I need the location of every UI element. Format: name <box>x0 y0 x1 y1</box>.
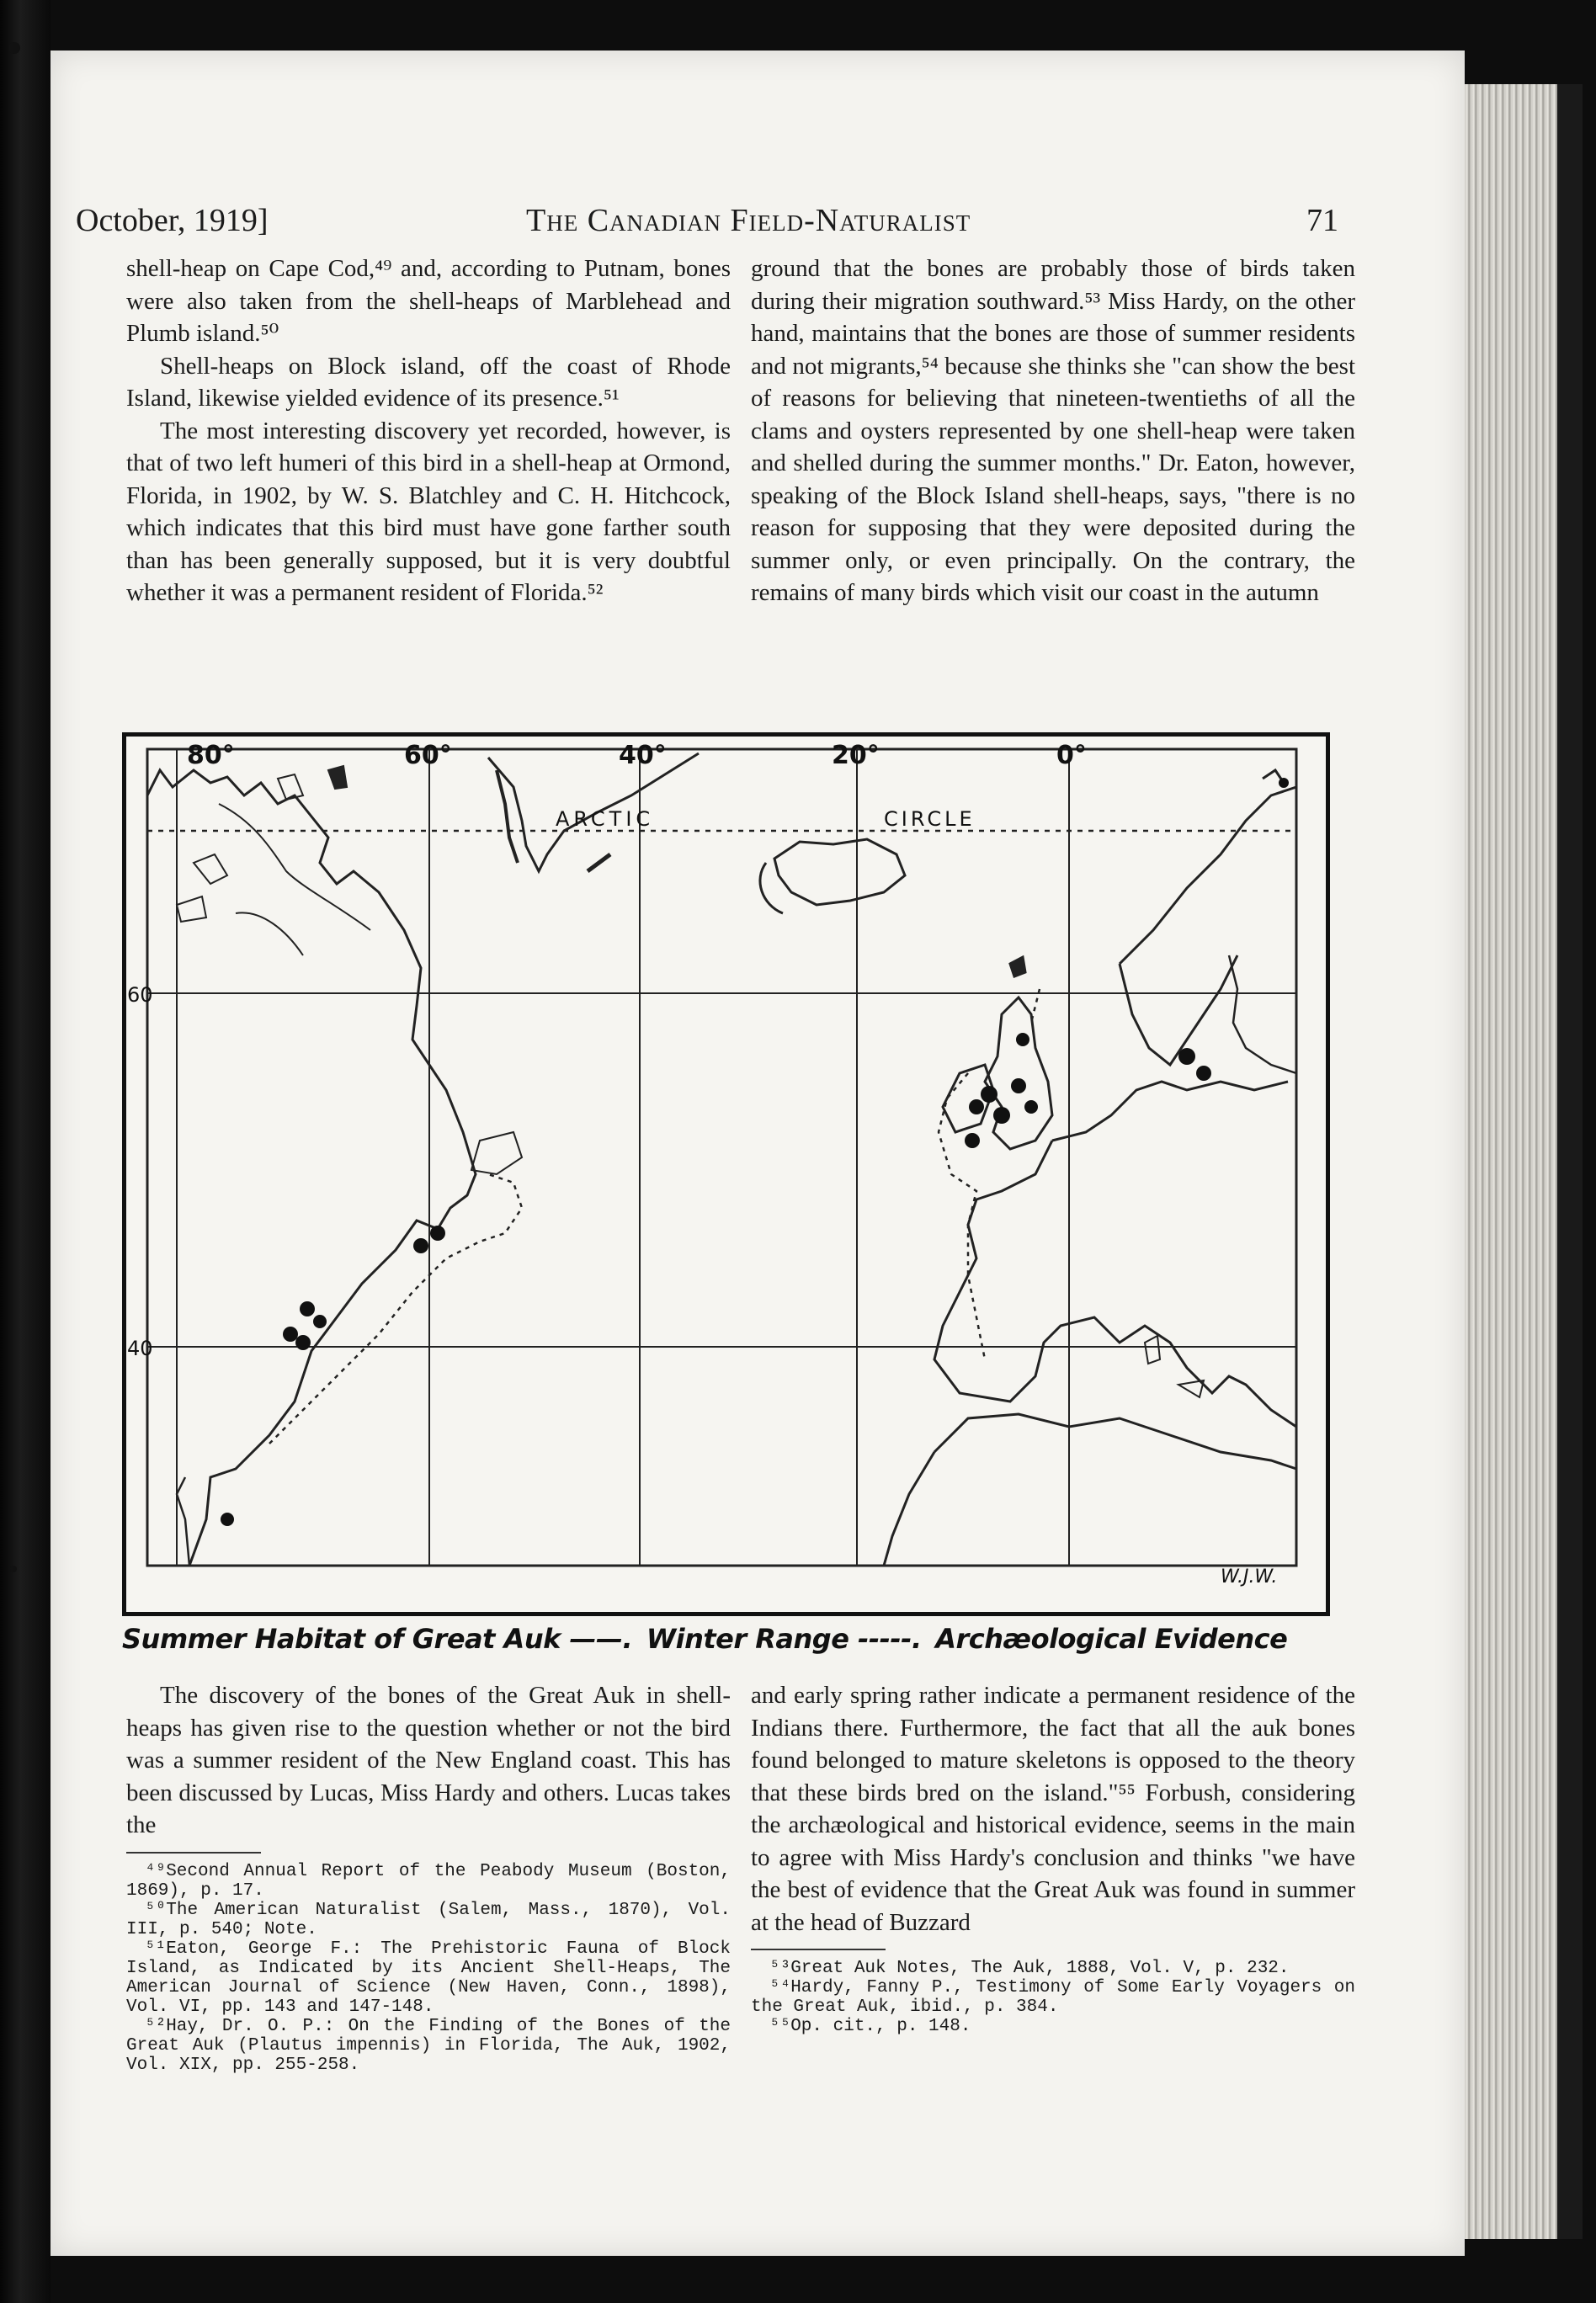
newfoundland <box>471 1132 522 1174</box>
footnote-rule <box>751 1949 886 1950</box>
paragraph: The most interesting discovery yet recorded, however, is that of two left humeri of this bird in a shell-heap at Ormond, Florida, in 1902, by W. S. Blatchley and C. H. Hitchcock, which indicates that this bird must have gone farther south than has been generally supposed, but it is very doubtful whether it was a permanent resident of Florida.⁵² <box>126 417 731 606</box>
europe-coast <box>934 1141 1296 1427</box>
footnote: ⁵⁴Hardy, Fanny P., Testimony of Some Early Voyagers on the Great Auk, ibid., p. 384. <box>751 1978 1355 2017</box>
lat-label-40: 40 <box>127 1337 153 1360</box>
paragraph: and early spring rather indicate a permanent residence of the Indians there. Furthermore, the fact that all the auk bones found belonged to mature skeletons is opposed to the theory that these birds bred on the island."⁵⁵ Forbush, considering the archæological and historical evidence, seems in the main to agree with Miss Hardy's conclusion and thinks "we have the best of evidence that the Great Auk was found in summer at the head of Buzzard <box>751 1682 1355 1936</box>
iceland <box>774 839 905 905</box>
great-auk-range-map <box>122 732 1330 1616</box>
map-caption <box>122 1623 1343 1665</box>
map-inner-frame <box>147 749 1296 1566</box>
africa-coast <box>934 1414 1296 1469</box>
paragraph: ground that the bones are probably those of birds taken during their migration southward.⁵³ Miss Hardy, on the other hand, maintains that the bones are those of summer residents and not migrants,⁵⁴ because she thinks she "can show the best of reasons for believing that nineteen-twentieths of all the clams and oysters represented by one shell-heap were taken and shelled during the summer months." Dr. Eaton, however, speaking of the Block Island shell-heaps, says, "there is no reason for supposing that they were deposited during the summer only, or even principally. On the contrary, the remains of many birds which visit our coast in the autumn <box>751 255 1355 606</box>
footnote: ⁵²Hay, Dr. O. P.: On the Finding of the Bones of the Great Auk (Plautus impennis) in Florida, The Auk, 1902, Vol. XIX, pp. 255-258. <box>126 2016 731 2075</box>
scan-blemish <box>8 42 20 54</box>
page-stack-edge <box>1465 84 1583 2239</box>
circle-label: CIRCLE <box>884 807 976 831</box>
scandinavia-coast <box>1120 787 1296 964</box>
caption-evidence: Archæological Evidence <box>935 1623 1288 1655</box>
page-number: 71 <box>1306 203 1338 238</box>
footnote-rule <box>126 1852 261 1854</box>
header-journal-title: The Canadian Field-Naturalist <box>526 203 971 238</box>
lon-label-0: 0° <box>1056 741 1087 770</box>
book-spine-edge <box>0 0 51 2303</box>
footnotes-left <box>126 1862 731 2075</box>
paragraph: Shell-heaps on Block island, off the coast of Rhode Island, likewise yielded evidence of its presence.⁵¹ <box>126 352 731 412</box>
footnote: ⁵³Great Auk Notes, The Auk, 1888, Vol. V, p. 232. <box>769 1959 1290 1978</box>
paragraph: The discovery of the bones of the Great Auk in shell-heaps has given rise to the question whether or not the bird was a summer resident of the New England coast. This has been discussed by Lucas, Miss Hardy and others. Lucas takes the <box>126 1682 731 1838</box>
lon-label-20: 20° <box>832 741 880 770</box>
running-header <box>76 202 1338 244</box>
bottom-right-column <box>751 1679 1355 2036</box>
lon-label-40: 40° <box>619 741 667 770</box>
caption-summer: Summer Habitat of Great Auk ——. <box>122 1623 633 1655</box>
footnote: ⁵⁰The American Naturalist (Salem, Mass., 1870), Vol. III, p. 540; Note. <box>126 1900 731 1939</box>
footnote: ⁵¹Eaton, George F.: The Prehistoric Fauna of Block Island, as Indicated by its Ancient Shell-Heaps, The American Journal of Science (New Haven, Conn., 1898), Vol. VI, pp. 143 and 147-148. <box>126 1939 731 2017</box>
map-drawing <box>126 737 1317 1604</box>
great-britain <box>985 997 1052 1149</box>
footnote: ⁴⁹Second Annual Report of the Peabody Museum (Boston, 1869), p. 17. <box>126 1861 731 1901</box>
winter-range-europe <box>939 1073 985 1359</box>
top-left-column <box>126 253 731 609</box>
footnote: ⁵⁵Op. cit., p. 148. <box>769 2017 971 2036</box>
bottom-left-column <box>126 1679 731 2075</box>
artist-signature: W.J.W. <box>1221 1566 1278 1588</box>
lon-label-60: 60° <box>404 741 452 770</box>
lon-label-80: 80° <box>187 741 235 770</box>
lat-label-60: 60 <box>127 983 153 1007</box>
hudson-bay-coast <box>219 804 370 930</box>
scan-blemish <box>10 1566 17 1572</box>
header-date: October, 1919] <box>76 203 269 238</box>
top-right-column <box>751 253 1355 609</box>
arctic-label: ARCTIC <box>556 807 655 831</box>
footnotes-right <box>751 1959 1355 2036</box>
archaeological-evidence-dots <box>221 778 1289 1526</box>
caption-winter: Winter Range -----. <box>646 1623 922 1655</box>
paragraph: shell-heap on Cape Cod,⁴⁹ and, according to Putnam, bones were also taken from the shell-heaps of Marblehead and Plumb island.⁵⁰ <box>126 255 731 347</box>
